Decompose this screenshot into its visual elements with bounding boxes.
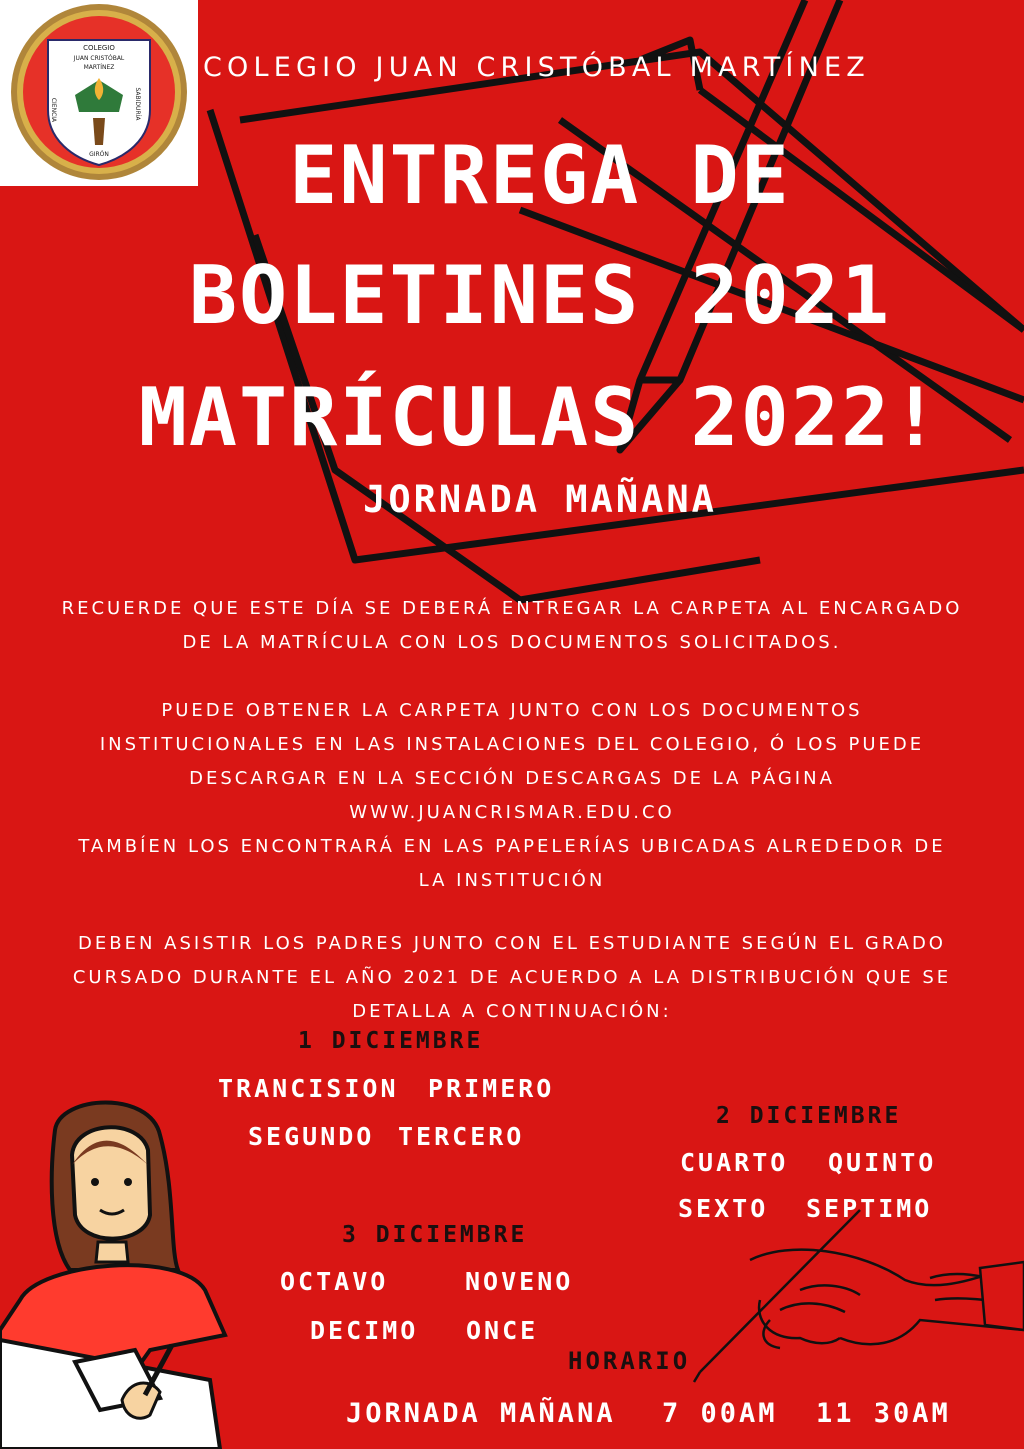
day2-date: 2 DICIEMBRE: [716, 1103, 902, 1129]
day1-grade: TERCERO: [398, 1122, 525, 1151]
logo-bottom-text: GIRÓN: [89, 151, 109, 158]
day3-grade: DECIMO: [310, 1316, 419, 1345]
day2-grade: SEPTIMO: [806, 1194, 933, 1223]
paragraph-documentos: [20, 694, 1004, 898]
paragraph-line: INSTITUCIONALES EN LAS INSTALACIONES DEL COLEGIO, Ó LOS PUEDE: [99, 734, 925, 755]
horario-end: 11 30AM: [816, 1398, 951, 1429]
paragraph-line: RECUERDE QUE ESTE DÍA SE DEBERÁ ENTREGAR LA CARPETA AL ENCARGADO: [61, 598, 963, 619]
horario-shift: JORNADA MAÑANA: [346, 1398, 616, 1429]
website-link[interactable]: WWW.JUANCRISMAR.EDU.CO: [349, 802, 675, 823]
horario-start: 7 00AM: [662, 1398, 778, 1429]
logo-name-line1: JUAN CRISTÓBAL: [73, 55, 125, 62]
day1-grade: TRANCISION: [218, 1074, 399, 1103]
logo-top-text: COLEGIO: [83, 44, 115, 52]
headline-line2: BOLETINES 2021: [188, 249, 892, 342]
paragraph-asistencia: [20, 927, 1004, 1029]
headline-line1: ENTREGA DE: [289, 129, 791, 222]
horario-label: HORARIO: [568, 1347, 691, 1375]
day3-date: 3 DICIEMBRE: [342, 1222, 528, 1248]
day2-grade: QUINTO: [828, 1148, 937, 1177]
day3-grade: ONCE: [466, 1316, 539, 1345]
paragraph-line: DETALLA A CONTINUACIÓN:: [352, 1001, 672, 1022]
paragraph-line: DESCARGAR EN LA SECCIÓN DESCARGAS DE LA PÁGINA: [189, 768, 835, 789]
school-name: COLEGIO JUAN CRISTÓBAL MARTÍNEZ: [203, 52, 870, 83]
logo-name-line2: MARTÍNEZ: [83, 64, 115, 71]
day2-grade: CUARTO: [680, 1148, 789, 1177]
headline-subtitle: JORNADA MAÑANA: [363, 478, 717, 521]
paragraph-line: LA INSTITUCIÓN: [418, 870, 606, 891]
day2-grade: SEXTO: [678, 1194, 769, 1223]
student-writing-icon: [0, 1103, 225, 1449]
headline-line3: MATRÍCULAS 2022!: [138, 371, 942, 464]
day3-grade: NOVENO: [465, 1267, 574, 1296]
logo-right-text: SABIDURÍA: [134, 87, 141, 121]
day1-grade: PRIMERO: [428, 1074, 555, 1103]
paragraph-line: CURSADO DURANTE EL AÑO 2021 DE ACUERDO A LA DISTRIBUCIÓN QUE SE: [72, 967, 952, 988]
day1-grade: SEGUNDO: [248, 1122, 375, 1151]
paragraph-line: DE LA MATRÍCULA CON LOS DOCUMENTOS SOLICITADOS.: [182, 632, 842, 653]
paragraph-line: TAMBÍEN LOS ENCONTRARÁ EN LAS PAPELERÍAS UBICADAS ALREDEDOR DE: [78, 836, 946, 857]
day1-date: 1 DICIEMBRE: [298, 1028, 484, 1054]
paragraph-carpeta: [20, 592, 1004, 660]
paragraph-line: PUEDE OBTENER LA CARPETA JUNTO CON LOS DOCUMENTOS: [161, 700, 863, 721]
hand-with-pen-icon: [694, 1210, 1024, 1382]
day3-grade: OCTAVO: [280, 1267, 389, 1296]
paragraph-line: DEBEN ASISTIR LOS PADRES JUNTO CON EL ESTUDIANTE SEGÚN EL GRADO: [78, 933, 946, 954]
logo-left-text: CIENCIA: [50, 97, 57, 123]
